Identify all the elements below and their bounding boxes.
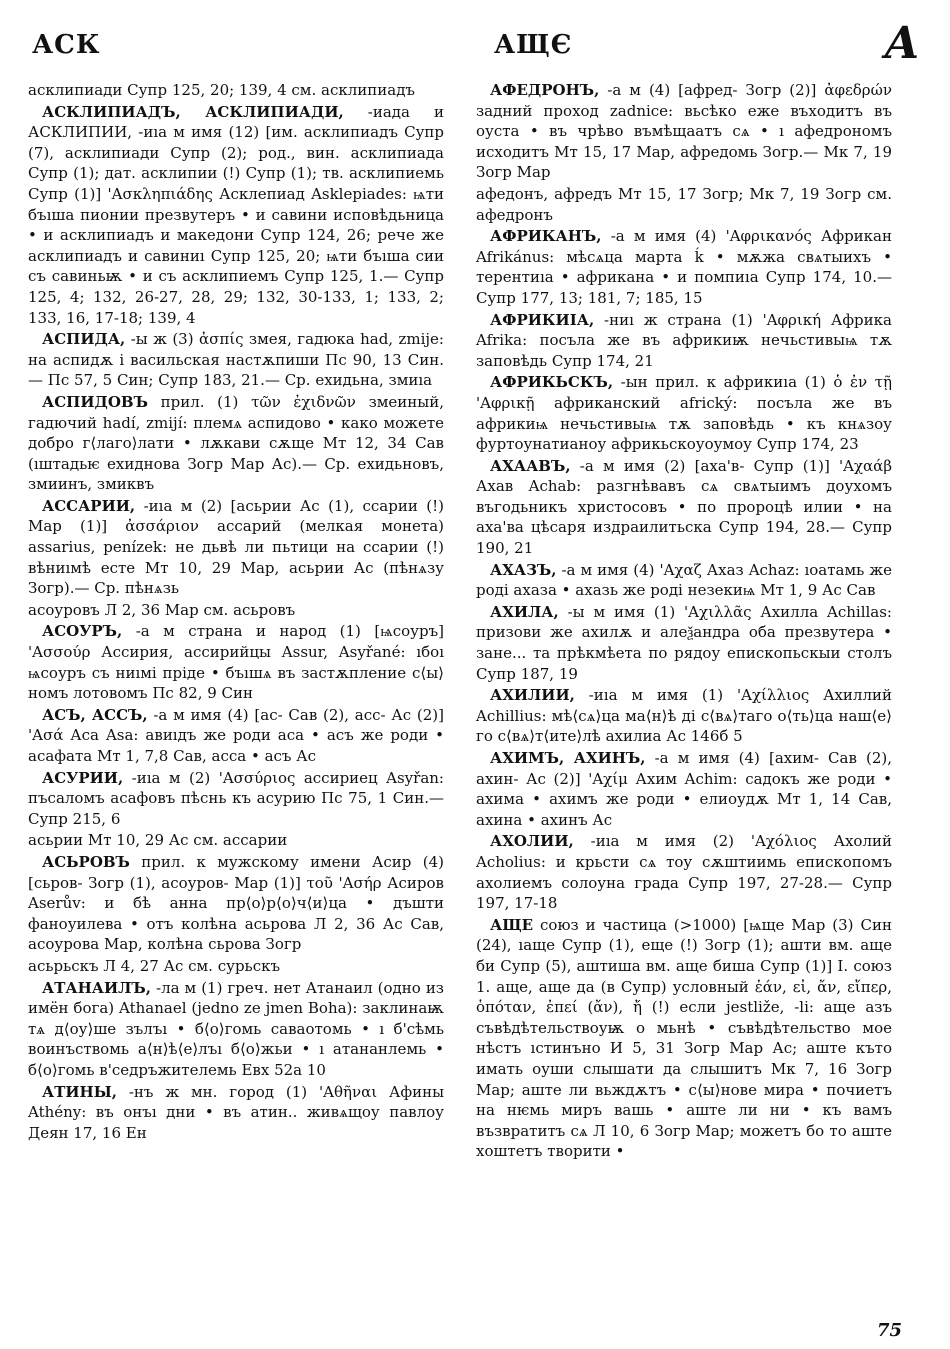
entry-headword: АФЕДРОНЪ, [490, 81, 600, 99]
entry-body: -иада и АСКЛИПИИ, -иıа м имя (12) [им. асклипиадъ Супр (7), асклипиади Супр (2); род., вин. асклипиада Супр (1); дат. асклипии (!) Супр (1); тв. асклипиемь Супр (1)] 'Ασκληπιάδης Асклепиад Asklepiades: ѩти бъıша пионии презвутеръ • и савини исповѣдьница • и асклипиадъ и македони Супр 124, 26; рече же асклипиадъ и савиниı Супр 125, 20; ѩти бъıша сии съ савиньѭ • и съ асклипиемъ Супр 125, 1.— Супр 125, 4; 132, 26-27, 28, 29; 132, 30-133, 1; 133, 2; 133, 16, 17-18; 139, 4 [28, 102, 444, 327]
left-column [28, 80, 444, 1144]
entry-body: -ниı ж страна (1) 'Αφρική Африка Afrika: посъла же въ африкиѭ нечьстивыѩ тѫ заповѣдь Супр 174, 21 [476, 310, 892, 370]
entry-headword: АТАНАИЛЪ, [42, 978, 151, 997]
entry-body: -ы ж (3) ἀσπίς змея, гадюка had, zmije: на аспидѫ і васильская настѫпиши Пс 90, 13 Син.— Пс 57, 5 Син; Супр 183, 21.— Ср. ехидьна, змиıа [28, 330, 444, 390]
dictionary-entry [28, 1082, 444, 1144]
entry-headword: АСЪ, АССЪ, [42, 705, 148, 724]
entry-headword: АЩЕ [490, 915, 534, 934]
entry-body: -иıа м имя (2) 'Αχόλιος Ахолий Acholius: и крьсти сѧ тоу сѫштиимь епископомъ ахолиемъ солоуна града Супр 197, 27-28.— Супр 197, 17-18 [476, 832, 892, 913]
entry-body: асьрии Мт 10, 29 Ас см. ассарии [28, 831, 288, 850]
left-running-headword: АСК [32, 30, 101, 60]
dictionary-entry [476, 685, 892, 747]
entry-headword: АХААВЪ, [490, 456, 571, 475]
dictionary-entry [28, 496, 444, 599]
entry-body: асклипиади Супр 125, 20; 139, 4 см. асклипиадъ [28, 81, 415, 99]
entry-body: союз и частица (>1000) [ѩще Мар (3) Син (24), ıаще Супр (1), еще (!) Зогр (1); ашти вм. аще би Супр (5), аштиша вм. аще биша Супр (1)] I. союз 1. аще, аще да (в Супр) условный ἐάν, εἰ, ἄν, εἴπερ, ὁπόταν, ἐπεί (ἄν), ἤ (!) если jestliže, -li: аще азъ съвѣдѣтельствоуѭ о мьнѣ • съвѣдѣтельство мое нѣстъ ıстинъно И 5, 31 Зогр Мар Ас; аште къто имать оуши слышати да слышитъ Мк 7, 16 Зогр Мар; аште ли вьждѫтъ • с⟨ы⟩нове мира • почиетъ на нѥмь миръ вашь • аште ли ни • къ вамъ възвратитъ сѧ Л 10, 6 Зогр Мар; можетъ бо то аште хоштетъ творити • [476, 915, 892, 1161]
entry-headword: АСПИДА, [42, 330, 126, 349]
entry-headword: АХИЛА, [490, 602, 559, 621]
entry-body: -ла м (1) греч. нет Атанаил (одно из имён бога) Athanael (jedno ze jmen Boha): заклинаѭ тѧ д⟨оу⟩ше зълъı • б⟨о⟩гомь саваотомь • ı б'сѣмь воинъствомь а⟨н⟩ѣ⟨е⟩лъı б⟨о⟩жьи • ı атананлемь • б⟨о⟩гомь в'седръжителемь Евх 52а 10 [28, 978, 444, 1079]
dictionary-entry [476, 560, 892, 601]
dictionary-entry [28, 978, 444, 1081]
dictionary-entry [476, 310, 892, 372]
entry-body: прил. (1) τῶν ἐχιδνῶν змеиный, гадючий hadí, zmijí: племѧ аспидово • како можете добро г⟨лаго⟩лати • лѫкави сѫще Мт 12, 34 Сав (ıштадьѥ ехиднова Зогр Мар Ас).— Ср. ехидьновъ, змиинъ, змиквъ [28, 392, 444, 494]
entry-body: -а м имя (2) [аха'в- Супр (1)] 'Αχαάβ Ахав Achab: разгнѣвавъ сѧ свѧтыимъ доухомъ въгодьникъ христосовъ • по пророцѣ илии • на аха'ва цѣсаря издраилитьска Супр 194, 28.— Супр 190, 21 [476, 456, 892, 558]
entry-body: -ы м имя (1) 'Αχιλλᾶς Ахилла Achillas: призови же ахилѫ и алеѯандра оба презвутера • зане... та прѣкмѣета по рядоу епископьскыи столъ Супр 187, 19 [476, 602, 892, 683]
entry-headword: АСЬРОВЪ [42, 852, 130, 871]
dictionary-entry [476, 456, 892, 559]
dictionary-entry [476, 748, 892, 830]
dictionary-entry [28, 80, 444, 101]
dictionary-entry [28, 830, 444, 851]
dictionary-entry [28, 102, 444, 329]
entry-body: -а м имя (4) [ас- Сав (2), асс- Ас (2)] 'Ασά Аса Asa: авиıдъ же роди аса • асъ же роди • асафата Мт 1, 7,8 Сав, асса • асъ Ас [28, 705, 444, 765]
entry-headword: АФРИКЬСКЪ, [490, 373, 614, 392]
entry-body: -иıа м (2) 'Ασσύριος ассириец Asyřan: пъсаломъ асафовъ пѣснь къ асурию Пс 75, 1 Син.— Супр 215, 6 [28, 768, 444, 828]
dictionary-entry [476, 602, 892, 684]
dictionary-entry [28, 705, 444, 767]
entry-headword: АХИМЪ, АХИНЪ, [490, 749, 646, 767]
dictionary-entry [476, 80, 892, 183]
dictionary-entry [476, 184, 892, 225]
dictionary-entry [28, 621, 444, 703]
dictionary-entry [476, 372, 892, 454]
entry-body: -иıа м (2) [асьрии Ас (1), ссарии (!) Мар (1)] ἀσσάριον ассарий (мелкая монета) assarius, penízek: не дьвѣ ли пьтици на ссарии (!) вѣниıмѣ есте Мт 10, 29 Мар, асьрии Ас (пѣнѧзу Зогр).— Ср. пѣнѧзь [28, 496, 444, 598]
entry-body: афедонъ, афредъ Мт 15, 17 Зогр; Мк 7, 19 Зогр см. афедронъ [476, 184, 892, 224]
dictionary-entry [28, 956, 444, 977]
entry-headword: АТИНЫ, [42, 1082, 117, 1101]
dictionary-entry [28, 768, 444, 830]
entry-headword: АССАРИИ, [42, 496, 136, 515]
entry-headword: АСУРИИ, [42, 768, 124, 787]
entry-headword: АХАЗЪ, [490, 560, 557, 579]
entry-headword: АХИЛИИ, [490, 686, 575, 705]
entry-body: асьрьскъ Л 4, 27 Ас см. сурьскъ [28, 956, 281, 975]
dictionary-entry [476, 226, 892, 308]
entry-body: -а м страна и народ (1) [ѩсоуръ] 'Ασσούρ Ассирия, ассирийцы Assur, Asyřané: ıбоı ѩсоуръ съ ниıмі пріде • бъıшѧ въ застѫпление с⟨ы⟩номъ лотовомъ Пс 82, 9 Син [28, 622, 444, 703]
section-letter: А [884, 18, 920, 69]
entry-headword: АФРИКАНЪ, [490, 227, 602, 246]
dictionary-entry [28, 392, 444, 495]
dictionary-entry [28, 600, 444, 621]
entry-headword: АСПИДОВЪ [42, 392, 148, 411]
entry-body: -а м имя (4) 'Αχαζ Ахаз Achaz: ıоатамь же роді ахаза • ахазь же роді незекиѩ Мт 1, 9 Ас Сав [476, 560, 892, 600]
entry-body: -а м имя (4) 'Αφρικανός Африкан Afrikánus: мѣсѧца марта ḱ • мѫжа свѧтыихъ • терентиıа • африкана • и помпиıа Супр 174, 10.— Супр 177, 13; 181, 7; 185, 15 [476, 227, 892, 307]
page-number: 75 [876, 1320, 902, 1341]
entry-headword: АСОУРЪ, [42, 622, 123, 641]
dictionary-entry [476, 831, 892, 913]
dictionary-entry [28, 329, 444, 391]
entry-body: -иıа м имя (1) 'Αχίλλιος Ахиллий Achillius: мѣ⟨сѧ⟩ца ма⟨н⟩ѣ ді с⟨вѧ⟩таго о⟨ть⟩ца наш⟨е⟩го с⟨вѧ⟩т⟨ите⟩лѣ ахилиа Ас 146б 5 [476, 686, 892, 746]
entry-body: -а м (4) [афред- Зогр (2)] ἀφεδρών задний проход zadnice: вьсѣко еже въходитъ въ оуста • въ чрѣво въмѣщаатъ сѧ • ı афедрономъ исходитъ Мт 15, 17 Мар, афредомь Зогр.— Мк 7, 19 Зогр Мар [476, 81, 892, 182]
running-header [32, 18, 922, 68]
right-running-headword: АЩЄ [494, 30, 573, 60]
entry-headword: АСКЛИПИАДЪ, АСКЛИПИАДИ, [42, 102, 344, 121]
entry-body: прил. к мужскому имени Асир (4) [сьров- Зогр (1), асоуров- Мар (1)] τοῦ 'Ασήρ Асиров Aserův: и бѣ анна пр⟨о⟩р⟨о⟩ч⟨и⟩ца • дъшти фаноуилева • отъ колѣна асьрова Л 2, 36 Ас Сав, асоурова Мар, колѣна сьрова Зогр [28, 852, 444, 954]
entry-body: -нъ ж мн. город (1) 'Αθῆναι Афины Athény: въ онъı дни • въ атин.. живѧщоу павлоу Деян 17, 16 Ен [28, 1082, 445, 1142]
right-column [476, 80, 892, 1163]
entry-body: -ын прил. к африкиıа (1) ὁ ἐν τῇ 'Αφρικῇ африканский africký: посъла же въ африкиѩ нечьстивыѩ тѫ заповѣдь • къ кнѧзоу фуртоунатианоу африкьскоуоумоу Супр 174, 23 [476, 373, 892, 454]
dictionary-entry [476, 915, 892, 1162]
entry-body: -а м имя (4) [ахим- Сав (2), ахин- Ас (2)] 'Αχίμ Ахим Achim: садокъ же роди • ахима • ахимъ же роди • елиоудѫ Мт 1, 14 Сав, ахина • ахинъ Ас [476, 749, 893, 829]
dictionary-entry [28, 852, 444, 955]
entry-headword: АХОЛИИ, [490, 832, 574, 851]
entry-headword: АФРИКИIА, [490, 310, 595, 329]
entry-body: асоуровъ Л 2, 36 Мар см. асьровъ [28, 600, 296, 619]
